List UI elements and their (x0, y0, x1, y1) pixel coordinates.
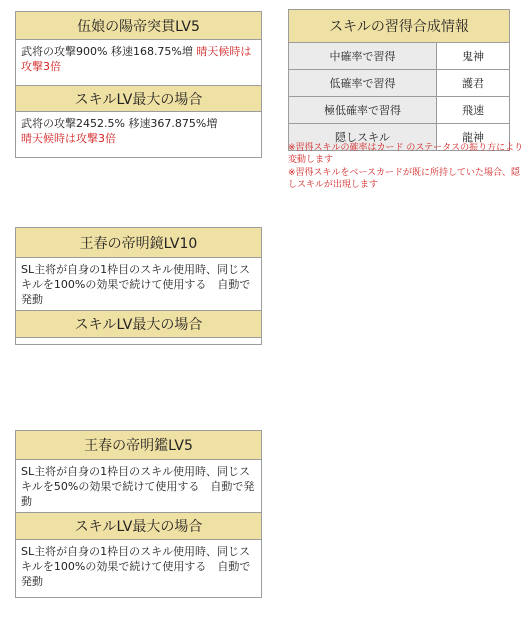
skill-card-3-title: 王春の帝明鑑LV5 (16, 431, 261, 460)
row-value: 龍神 (437, 124, 510, 151)
skill-card-1-max-desc (16, 112, 261, 150)
skill-card-1-weather-note: 晴天候時は攻撃3倍 (21, 45, 252, 73)
row-label: 中確率で習得 (289, 43, 437, 70)
skill-card-1-max-weather-note: 晴天候時は攻撃3倍 (21, 132, 116, 145)
acquisition-note-2: ※習得スキルをベースカードが既に所持していた場合、隠しスキルが出現します (288, 168, 521, 190)
skill-card-3-max-title: スキルLV最大の場合 (16, 513, 261, 540)
table-row (289, 43, 510, 70)
row-value: 飛速 (437, 97, 510, 124)
row-label: 極低確率で習得 (289, 97, 437, 124)
table-row (289, 70, 510, 97)
acquisition-note-1: ※習得スキルの確率はカード のステータスの振り方により変動します (288, 143, 524, 165)
skill-card-2-max-title: スキルLV最大の場合 (16, 311, 261, 338)
skill-card-2 (15, 227, 262, 345)
skill-acquisition-title: スキルの習得合成情報 (289, 10, 510, 43)
row-value: 鬼神 (437, 43, 510, 70)
skill-acquisition-table (288, 9, 510, 151)
skill-card-1-max-desc-text: 武将の攻撃2452.5% 移速367.875%増 (21, 117, 218, 130)
row-value: 護君 (437, 70, 510, 97)
skill-card-1-max-title: スキルLV最大の場合 (16, 86, 261, 112)
skill-card-3-desc: SL主将が自身の1枠目のスキル使用時、同じスキルを50%の効果で続けて使用する 自動で発動 (16, 460, 261, 513)
skill-card-3-max-desc: SL主将が自身の1枠目のスキル使用時、同じスキルを100%の効果で続けて使用する 自動で発動 (21, 545, 251, 588)
table-row (289, 97, 510, 124)
skill-card-3 (15, 430, 262, 598)
skill-card-1 (15, 11, 262, 158)
skill-card-2-desc: SL主将が自身の1枠目のスキル使用時、同じスキルを100%の効果で続けて使用する 自動で発動 (16, 258, 261, 311)
skill-card-1-title: 伍娘の陽帝突貫LV5 (16, 12, 261, 40)
skill-card-1-desc (16, 40, 261, 86)
skill-card-2-title: 王春の帝明鏡LV10 (16, 228, 261, 258)
row-label: 低確率で習得 (289, 70, 437, 97)
skill-card-1-desc-text: 武将の攻撃900% 移速168.75%増 (21, 45, 197, 58)
skill-card-2-max-desc (16, 338, 261, 344)
row-label: 隠しスキル (289, 124, 437, 151)
